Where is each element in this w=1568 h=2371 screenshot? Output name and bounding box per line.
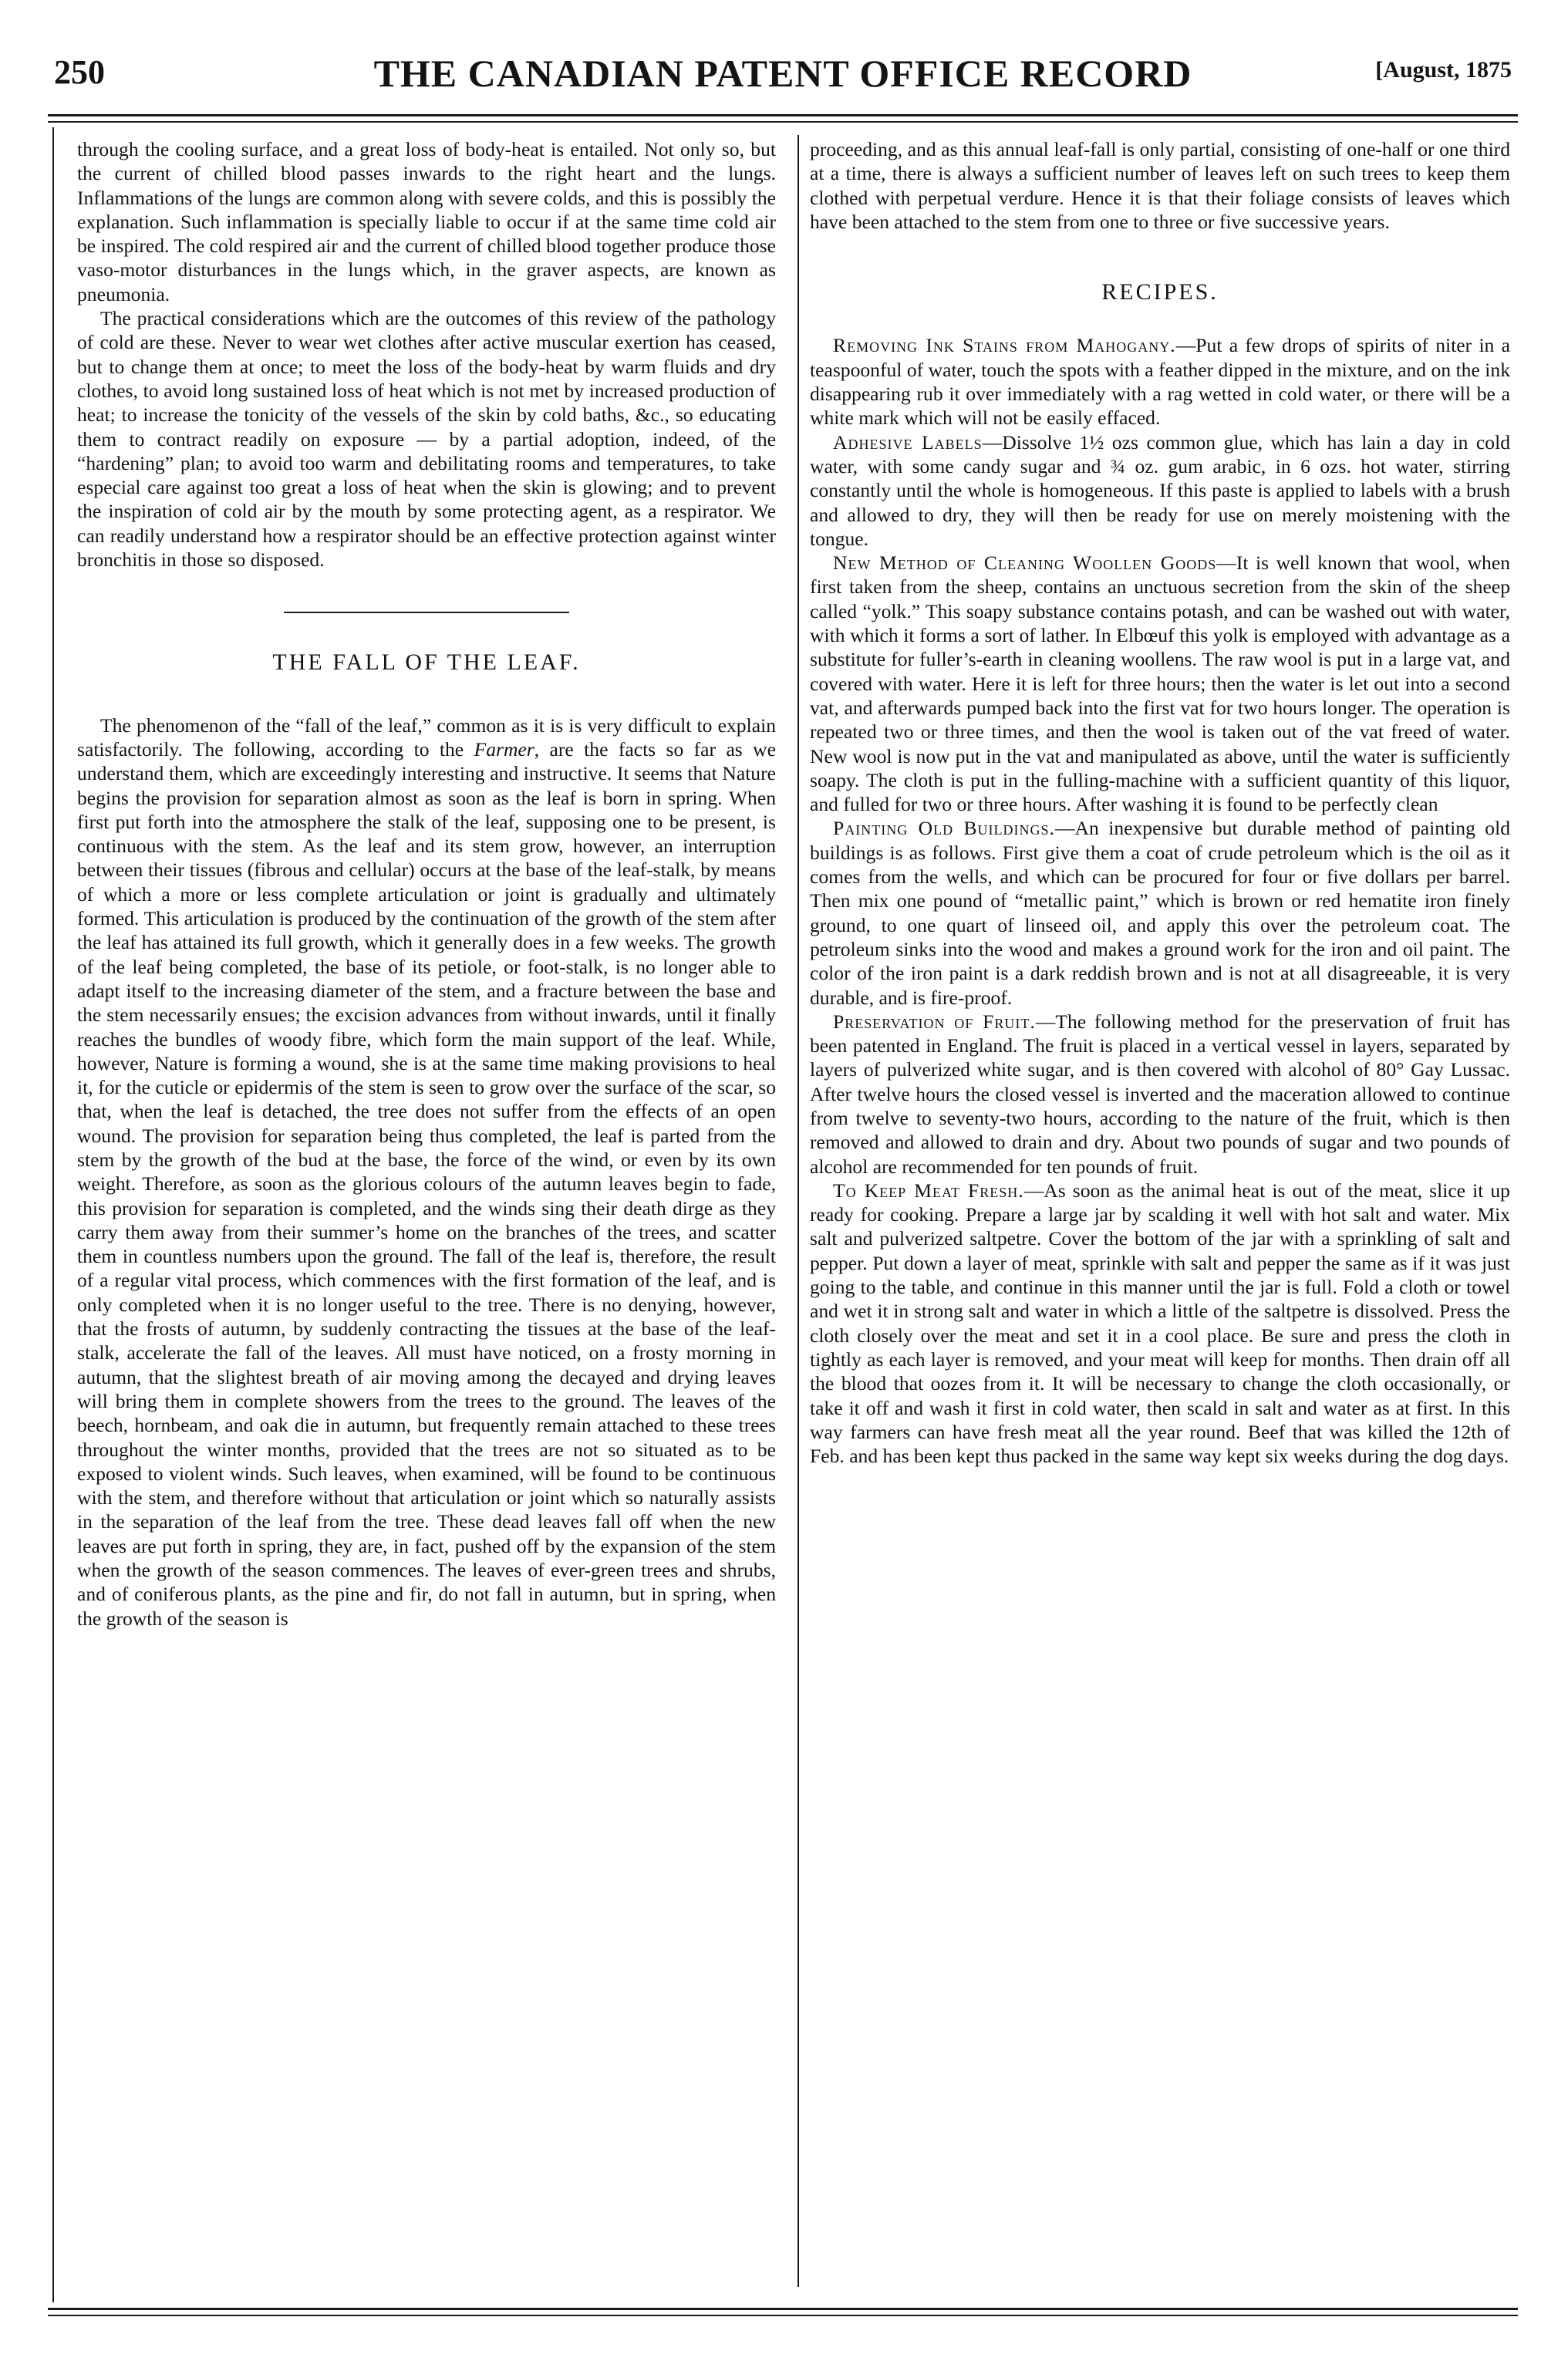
left-column [77, 137, 776, 1631]
recipe-fruit [810, 1010, 1510, 1179]
recipe-text: —The following method for the preservation of fruit has been patented in England. The fruit is placed in a vertical vessel in layers, separated by layers of pulverized white sugar, and is then covered with alcohol of 80° Gay Lussac. After twelve hours the closed vessel is inverted and the maceration allowed to continue from twelve to seventy-two hours, according to the nature of the fruit, which is then removed and allowed to drain and dry. About two pounds of sugar and two pounds of alcohol are recommended for ten pounds of fruit. [810, 1010, 1510, 1178]
footer-rule [48, 2308, 1518, 2310]
article-paragraph [77, 713, 776, 1631]
article-title: THE FALL OF THE LEAF. [272, 649, 581, 676]
page-header [54, 46, 1512, 108]
running-title: THE CANADIAN PATENT OFFICE RECORD [373, 52, 1192, 95]
practical-paragraph: The practical considerations which are the outcomes of this review of the pathology of cold are these. Never to wear wet clothes after active muscular exertion has ceased, but to change them at once; to meet the loss of the body-heat by warm fluids and dry clothes, to avoid long sustained loss of heat which is not met by increased production of heat; to increase the tonicity of the vessels of the skin by cold baths, &c., so educating them to contract readily on exposure — by a partial adoption, indeed, of the “hardening” plan; to avoid too warm and debilitating rooms and temperatures, to take especial care against too great a loss of heat when the skin is glowing; and to prevent the inspiration of cold air by the mouth by some protecting agent, as a respirator. We can readily understand how a respirator should be an effective protection against winter bronchitis in those so disposed. [77, 307, 776, 572]
article-body: , are the facts so far as we understand them, which are exceedingly interesting and instructive. It seems that Nature begins the provision for separation almost as soon as the leaf is born in spring. When first put forth into the atmosphere the stalk of the leaf, supposing one to be present, is continuous with the stem. As the leaf and its stem grow, however, an interruption between their tissues (fibrous and cellular) occurs at the base of the leaf-stalk, by means of which a more or less complete articulation or joint is gradually and ultimately formed. This articulation is produced by the continuation of the growth of the stem after the leaf has attained its full growth, which it generally does in a few weeks. The growth of the leaf being completed, the base of its petiole, or foot-stalk, is no longer able to adapt itself to the increasing diameter of the stem, and a fracture between the base and the stem necessarily ensues; the excision advances from without inwards, until it finally reaches the bundles of woody fibre, which form the main support of the leaf. While, however, Nature is forming a wound, she is at the same time making provisions to heal it, for the cuticle or epidermis of the stem is seen to grow over the surface of the scar, so that, when the leaf is detached, the tree does not suffer from the effects of an open wound. The provision for separation being thus completed, the leaf is parted from the stem by the growth of the bud at the base, the force of the wind, or even by its own weight. Therefore, as soon as the glorious colours of the autumn leaves begin to fade, this provision for separation is completed, and the winds sing their death dirge as they carry them away from their summer’s home on the branches of the trees, and scatter them in countless numbers upon the ground. The fall of the leaf is, therefore, the result of a regular vital process, which commences with the first formation of the leaf, and is only completed when it is no longer useful to the tree. There is no denying, however, that the frosts of autumn, by suddenly contracting the tissues at the base of the leaf-stalk, accelerate the fall of the leaves. All must have noticed, on a frosty morning in autumn, that the slightest breath of air moving among the decayed and drying leaves will bring them in complete showers from the trees to the ground. The leaves of the beech, hornbeam, and oak die in autumn, but frequently remain attached to these trees throughout the winter months, provided that the trees are not so situated as to be exposed to violent winds. Such leaves, when examined, will be found to be continuous with the stem, and therefore without that articulation or joint which so naturally assists in the separation of the leaf from the tree. These dead leaves fall off when the new leaves are put forth in spring, they are, in fact, pushed off by the expansion of the stem when the growth of the season commences. The leaves of ever-green trees and shrubs, and of coniferous plants, as the pine and fir, do not fall in autumn, but in spring, when the growth of the season is [77, 737, 776, 1630]
recipe-title: To Keep Meat Fresh. [833, 1179, 1024, 1202]
recipe-title: Removing Ink Stains from Mahogany. [833, 334, 1176, 357]
header-rule-thin [48, 121, 1518, 123]
recipe-title: Adhesive Labels [833, 430, 983, 454]
recipe-title: Preservation of Fruit. [833, 1010, 1036, 1033]
right-column [810, 137, 1510, 1468]
recipe-old-buildings [810, 816, 1510, 1009]
recipe-text: —Put a few drops of spirits of niter in a teaspoonful of water, touch the spots with a feather dipped in the mixture, and on the ink disappearing rub it over immediately with a rag wetted in cold water, or there will be a white mark which will not be easily effaced. [810, 334, 1510, 430]
recipe-woollen-goods [810, 551, 1510, 816]
recipe-text: —An inexpensive but durable method of painting old buildings is as follows. First give them a coat of crude petroleum which is the oil as it comes from the wells, and which can be procured for four or five dollars per barrel. Then mix one pound of “metallic paint,” which is brown or red hematite iron finely ground, to one quart of linseed oil, and apply this over the petroleum coat. The petroleum sinks into the wood and makes a ground work for the iron and oil paint. The color of the iron paint is a dark reddish brown and is not at all disagreeable, it is very durable, and is fire-proof. [810, 817, 1510, 1009]
recipe-text: —It is well known that wool, when first taken from the sheep, contains an unctuous secretion from the skin of the sheep called “yolk.” This soapy substance contains potash, and can be washed out with water, with which it forms a sort of lather. In Elbœuf this yolk is employed with advantage as a substitute for fuller’s-earth in cleaning woollens. The raw wool is put in a large vat, and covered with water. Here it is left for three hours; then the water is let out into a second vat, and afterwards pumped back into the first vat for two hours longer. The operation is repeated two or three times, and then the wool is taken out of the vat freed of water. New wool is now put in the vat and manipulated as above, until the water is sufficiently soapy. The cloth is put in the fulling-machine with a sufficient quantity of this liquor, and fulled for two or three hours. After washing it is found to be perfectly clean [810, 551, 1511, 816]
recipe-title: Painting Old Buildings. [833, 817, 1055, 840]
continued-paragraph: through the cooling surface, and a great loss of body-heat is entailed. Not only so, but the current of chilled blood passes inwards to the right heart and the lungs. Inflammations of the lungs are common along with severe colds, and this is possibly the explanation. Such inflammation is specially liable to occur if at the same time cold air be inspired. The cold respired air and the current of chilled blood together produce those vaso-motor disturbances in the lungs which, in the graver aspects, are known as pneumonia. [77, 138, 776, 305]
continued-paragraph: proceeding, and as this annual leaf-fall is only partial, consisting of one-half or one third at a time, there is always a sufficient number of leaves left on such trees to keep them clothed with perpetual verdure. Hence it is that their foliage consists of leaves which have been attached to the stem from one to three or five successive years. [810, 138, 1510, 233]
recipes-title: RECIPES. [1101, 279, 1219, 305]
left-border-rule [52, 127, 54, 2302]
column-divider [797, 135, 799, 2287]
recipe-title: New Method of Cleaning Woollen Goods [833, 551, 1217, 575]
section-separator [284, 612, 569, 613]
recipe-adhesive-labels [810, 430, 1510, 551]
recipe-text: —As soon as the animal heat is out of the meat, slice it up ready for cooking. Prepare a large jar by scalding it well with hot salt and water. Mix salt and pulverized saltpetre. Cover the bottom of the jar with a sprinkling of salt and pepper. Put down a layer of meat, sprinkle with salt and pepper the same as if it was just going to the table, and continue in this manner until the jar is full. Fold a cloth or towel and wet it in strong salt and water in which a little of the saltpetre is dissolved. Press the cloth closely over the meat and set it in a cool place. Be sure and press the cloth in tightly as each layer is removed, and your meat will keep for months. Then drain off all the blood that oozes from it. It will be necessary to change the cloth occasionally, or take it off and wash it first in cold water, then scald in salt and water as at first. In this way farmers can have fresh meat all the year round. Beef that was killed the 12th of Feb. and has been kept thus packed in the same way kept six weeks during the dog days. [810, 1179, 1510, 1468]
issue-date: [August, 1875 [1375, 57, 1512, 83]
page-number: 250 [54, 53, 105, 91]
recipe-ink-stains [810, 333, 1510, 430]
header-rule [48, 114, 1518, 116]
recipe-text: —Dissolve 1½ ozs common glue, which has lain a day in cold water, with some candy sugar and ¾ oz. gum arabic, in 6 ozs. hot water, stirring constantly until the whole is homogeneous. If this paste is applied to labels with a brush and allowed to dry, they will then be ready for use on merely moistening with the tongue. [810, 430, 1510, 550]
footer-rule-thin [48, 2315, 1518, 2316]
article-source: Farmer [474, 737, 534, 761]
article-lead: The phenomenon of the “fall of the leaf,” common as it is is very difficult to explain satisfactorily. The following, according to the [77, 713, 776, 761]
recipe-meat [810, 1179, 1510, 1469]
